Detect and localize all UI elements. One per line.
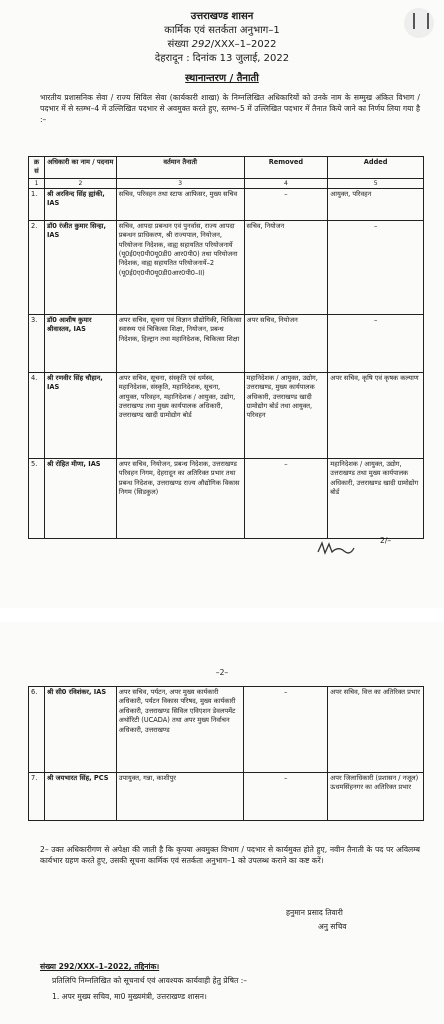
column-number-row: 1 2 3 4 5 xyxy=(29,178,424,188)
initials-mark xyxy=(316,540,356,556)
page-number: –2– xyxy=(215,668,229,677)
continued-page-marker: 2/– xyxy=(380,536,392,545)
order-number-handwritten: 292 xyxy=(191,39,211,50)
table-row: 2. डॉ0 रंजीत कुमार सिन्हा, IAS सचिव, आपदा प्रबन्धन एवं पुनर्वास, राज्य आपदा प्रबन्धन प्राधिकरण, श्री राज्यपाल, नियोजन, परियोजना निदेशक, वाह्य सहायतित परियोजनायें (यू0ई0ए0पी0यू0डी0 आर0पी0) तथा परियोजना निदेशक, वाह्य सहायतित परियोजनायें–2 (यू0ई0ए0पी0यू0डी0आर0पी0–II) सचिव, नियोजन – xyxy=(29,220,424,314)
govt-heading: उत्तराखण्ड शासन xyxy=(190,11,254,22)
page-gap xyxy=(0,608,444,622)
header-sn: क्र सं xyxy=(29,157,45,179)
header-name: अधिकारी का नाम / पदनाम xyxy=(44,157,116,179)
order-date: देहरादून : दिनांक 13 जुलाई, 2022 xyxy=(154,53,290,64)
instruction-paragraph: 2– उक्त अधिकारीगण से अपेक्षा की जाती है कि कृपया अवमुक्त विभाग / पदभार से कार्यमुक्त होते हुए, नवीन तैनाती के पद पर अविलम्ब कार्यभार ग्रहण करते हुए, उसकी सूचना कार्मिक एवं सतर्कता अनुभाग–1 को उपलब्ध कराने का कष्ट करें। xyxy=(40,845,420,865)
table-row: 5. श्री रोहित मीणा, IAS अपर सचिव, नियोजन, प्रबन्ध निदेशक, उत्तराखण्ड परिवहन निगम, देहरादून का अतिरिक्त प्रभार तथा प्रबन्ध निदेशक, उत्तराखण्ड राज्य औद्योगिक विकास निगम (सिडकुल) – महानिदेशक / आयुक्त, उद्योग, उत्तराखण्ड तथा मुख्य कार्यपालक अधिकारी, उत्तराखण्ड खादी ग्रामोद्योग बोर्ड xyxy=(29,458,424,538)
table-header-row xyxy=(29,157,424,179)
header-removed: Removed xyxy=(244,157,328,179)
table-row: 6. श्री सी0 रविशंकर, IAS अपर सचिव, पर्यटन, अपर मुख्य कार्यकारी अधिकारी, पर्यटन विकास परिषद, मुख्य कार्यकारी अधिकारी, उत्तराखण्ड सिविल एविएशन डेवलपमेंट अथॉरिटी (UCADA) तथा अपर मुख्य निर्वाचन अधिकारी, उत्तराखण्ड – अपर सचिव, वित्त का अतिरिक्त प्रभार xyxy=(29,687,424,773)
table-row: 7. श्री जयभारत सिंह, PCS उपायुक्त, गन्ना, काशीपुर – अपर जिलाधिकारी (प्रशासन / नजूल) ऊधमसिंहनगर का अतिरिक्त प्रभार xyxy=(29,773,424,821)
copy-item-1: 1. अपर मुख्य सचिव, मा0 मुख्यमंत्री, उत्तराखण्ड शासन। xyxy=(52,992,207,1001)
signatory-name: हनुमान प्रसाद तिवारी xyxy=(286,908,343,917)
intro-paragraph: भारतीय प्रशासनिक सेवा / राज्य सिविल सेवा (कार्यकारी शाखा) के निम्नलिखित अधिकारियों को उनके नाम के सम्मुख अंकित विभाग / पदभार में से स्तम्भ–4 में उल्लिखित पदभार से अवमुक्त करते हुए, स्तम्भ–5 में उल्लिखित पदभार में तैनात किये जाने का निर्णय लिया गया है :– xyxy=(40,93,420,124)
header-added: Added xyxy=(328,157,424,179)
table-row: 4. श्री रणवीर सिंह चौहान, IAS अपर सचिव, सूचना, संस्कृति एवं धर्मस्व, महानिदेशक, संस्कृति, महानिदेशक, सूचना, आयुक्त, परिवहन, महानिदेशक / आयुक्त, उद्योग, उत्तराखण्ड तथा मुख्य कार्यपालक अधिकारी, उत्तराखण्ड खादी ग्रामोद्योग बोर्ड महानिदेशक / आयुक्त, उद्योग, उत्तराखण्ड, मुख्य कार्यपालक अधिकारी, उत्तराखण्ड खादी ग्रामोद्योग बोर्ड तथा आयुक्त, परिवहन अपर सचिव, कृषि एवं कृषक कल्याण xyxy=(29,372,424,458)
header-current: वर्तमान तैनाती xyxy=(116,157,244,179)
section-heading: कार्मिक एवं सतर्कता अनुभाग–1 xyxy=(164,25,280,36)
transfer-table-continued xyxy=(28,686,424,821)
order-number: संख्या 292/XXX–1–2022 xyxy=(167,39,277,50)
table-row: 3. डॉ0 आशीष कुमार श्रीवास्तव, IAS अपर सचिव, सूचना एवं विज्ञान प्रौद्योगिकी, चिकित्सा स्वास्थ्य एवं चिकित्सा शिक्षा, नियोजन, प्रबन्ध निदेशक, हिल्ट्रान तथा महानिदेशक, चिकित्सा शिक्षा अपर सचिव, नियोजन – xyxy=(29,314,424,372)
signatory-designation: अनु सचिव xyxy=(318,922,347,931)
document-page-2 xyxy=(0,622,444,1024)
subject-heading: स्थानान्तरण / तैनाती xyxy=(185,73,259,84)
table-row: 1. श्री अरविन्द सिंह ह्यांकी, IAS सचिव, परिवहन तथा स्टाफ आफिसर, मुख्य सचिव – आयुक्त, परिवहन xyxy=(29,188,424,220)
pause-icon[interactable] xyxy=(404,8,434,38)
copy-instruction: प्रतिलिपि निम्नलिखित को सूचनार्थ एवं आवश्यक कार्यवाही हेतु प्रेषित :– xyxy=(52,976,248,985)
initials-scribble xyxy=(316,540,356,559)
copy-reference: संख्या 292/XXX–1–2022, तद्दिनांक। xyxy=(40,962,160,971)
transfer-table xyxy=(28,156,424,539)
